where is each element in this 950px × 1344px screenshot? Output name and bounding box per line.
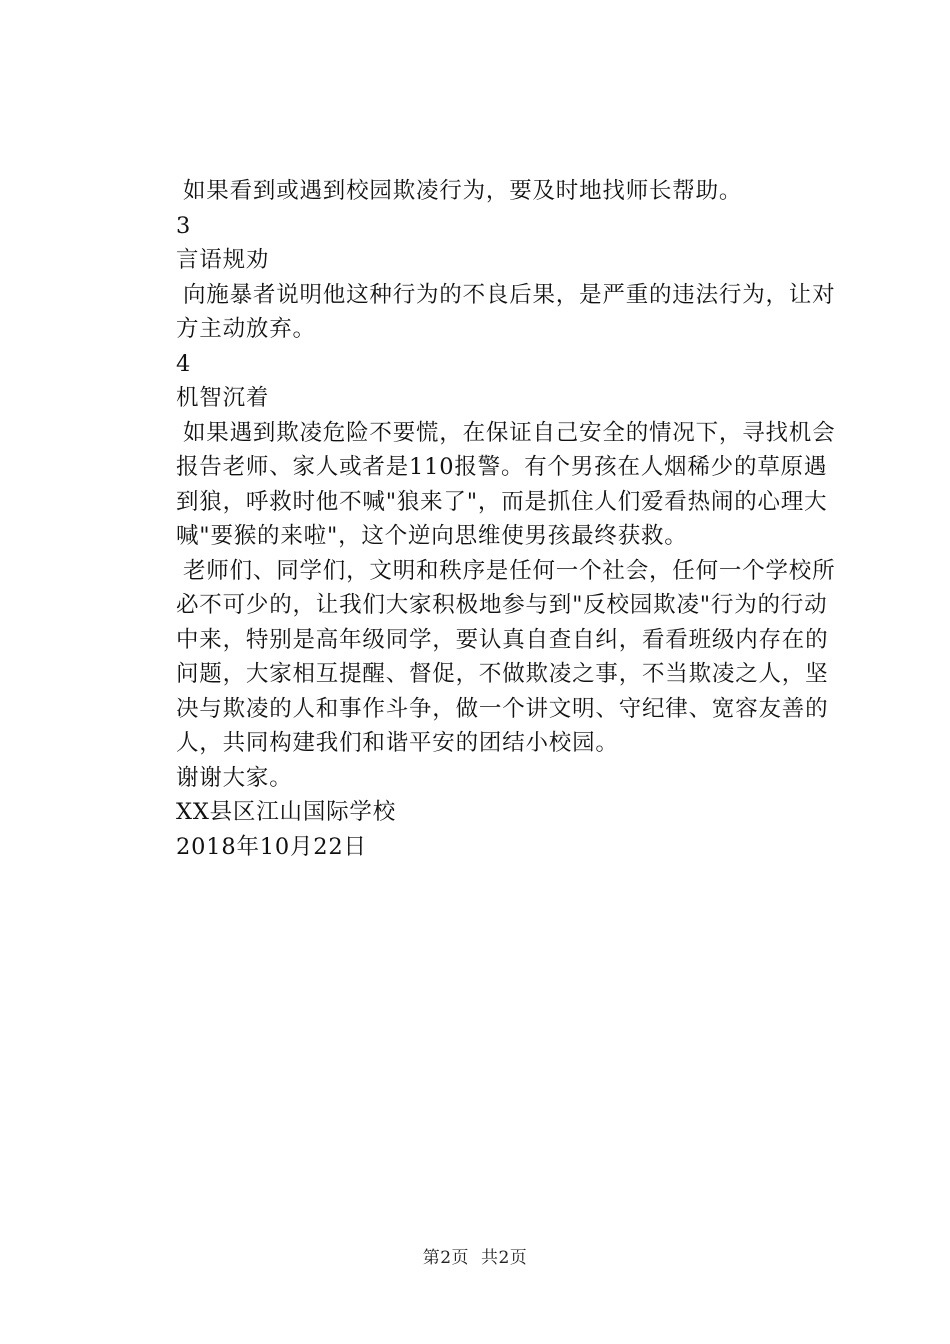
signature-school: XX县区江山国际学校 (176, 799, 397, 825)
page-number-total: 共2页 (480, 1248, 528, 1268)
signature-date: 2018年10月22日 (176, 833, 367, 860)
paragraph-closing: 老师们、同学们，文明和秩序是任何一个社会，任何一个学校所必不可少的，让我们大家积极地参与到"反校园欺凌"行为的行动中来，特别是高年级同学，要认真自查自纠，看看班级内存在的问题，大家相互提醒、督促，不做欺凌之事，不当欺凌之人，坚决与欺凌的人和事作斗争，做一个讲文明、守纪律、宽容友善的人，共同构建我们和谐平安的团结小校园。 (176, 557, 836, 756)
paragraph-persuade: 向施暴者说明他这种行为的不良后果，是严重的违法行为，让对方主动放弃。 (176, 281, 836, 342)
section-number-3: 3 (176, 212, 192, 239)
document-body (176, 174, 836, 864)
section-number-4: 4 (176, 350, 192, 377)
page-footer (0, 1243, 950, 1268)
paragraph-calm: 如果遇到欺凌危险不要慌，在保证自己安全的情况下，寻找机会报告老师、家人或者是110报警。有个男孩在人烟稀少的草原遇到狼，呼救时他不喊"狼来了"，而是抓住人们爱看热闹的心理大喊"要猴的来啦"，这个逆向思维使男孩最终获救。 (176, 419, 836, 549)
paragraph-seek-help: 如果看到或遇到校园欺凌行为，要及时地找师长帮助。 (183, 178, 743, 204)
section-heading-persuade: 言语规劝 (176, 247, 270, 273)
section-heading-calm: 机智沉着 (176, 385, 270, 411)
page-number-current: 第2页 (422, 1248, 470, 1268)
paragraph-thanks: 谢谢大家。 (176, 764, 293, 791)
